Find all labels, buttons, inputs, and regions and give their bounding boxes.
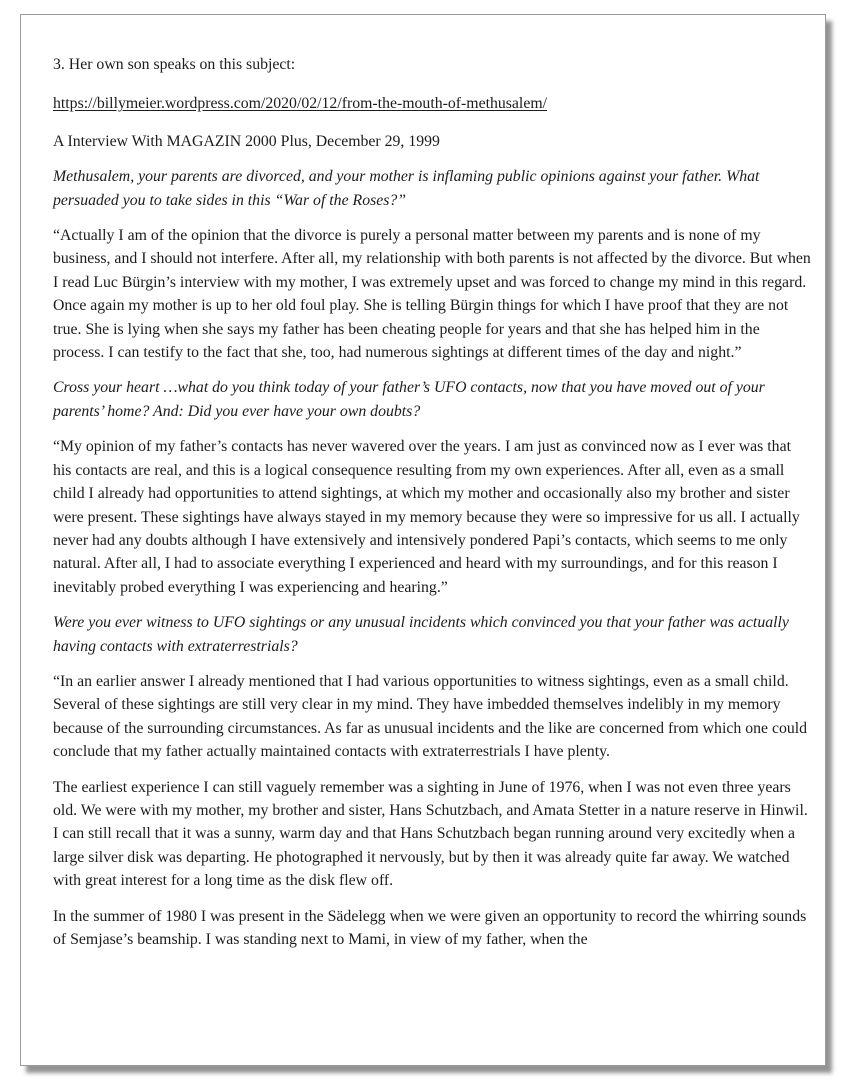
document-body [53,53,813,963]
document-page [20,14,826,1066]
paragraph-5: In the summer of 1980 I was present in the Sädelegg when we were given an opportunity to record the whirring sounds of Semjase’s beamship. I was standing next to Mami, in view of my father, when the [53,907,807,948]
answer-2: “My opinion of my father’s contacts has never wavered over the years. I am just as convinced now as I ever was that his contacts are real, and this is a logical consequence resulting from my own experiences. After all, even as a small child I already had opportunities to attend sightings, at which my mother and occasionally also my brother and sister were present. These sightings have always stayed in my memory because they were so impressive for us all. I actually never had any doubts although I have extensively and intensively pondered Papi’s contacts, which seems to me only natural. After all, I had to associate everything I experienced and heard with my surroundings, and for this reason I inevitably probed everything I was experiencing and hearing.” [53,438,800,596]
question-1: Methusalem, your parents are divorced, and your mother is inflaming public opinions against your father. What persuaded you to take sides in this “War of the Roses?” [53,168,760,209]
question-3: Were you ever witness to UFO sightings or any unusual incidents which convinced you that your father was actually having contacts with extraterrestrials? [53,614,789,655]
answer-3: “In an earlier answer I already mentioned that I had various opportunities to witness sightings, even as a small child. Several of these sightings are still very clear in my mind. They have imbedded themselves indelibly in my memory because of the surrounding circumstances. As far as unusual incidents and the like are concerned from which one could conclude that my father actually maintained contacts with extraterrestrials I have plenty. [53,672,808,761]
answer-1: “Actually I am of the opinion that the divorce is purely a personal matter between my parents and is none of my business, and I should not interfere. After all, my relationship with both parents is not affected by the divorce. But when I read Luc Bürgin’s interview with my mother, I was extremely upset and was forced to change my mind in this regard. Once again my mother is up to her old foul play. She is telling Bürgin things for which I have proof that they are not true. She is lying when she says my father has been cheating people for years and that she has helped him in the process. I can testify to the fact that she, too, had numerous sightings at different times of the day and night.” [53,227,811,362]
source-link[interactable]: https://billymeier.wordpress.com/2020/02/12/from-the-mouth-of-methusalem/ [53,95,548,113]
question-2: Cross your heart …what do you think today of your father’s UFO contacts, now that you have moved out of your parents’ home? And: Did you ever have your own doubts? [53,379,765,420]
interview-title: A Interview With MAGAZIN 2000 Plus, December 29, 1999 [53,132,440,150]
section-heading: 3. Her own son speaks on this subject: [53,56,296,73]
paragraph-4: The earliest experience I can still vaguely remember was a sighting in June of 1976, when I was not even three years old. We were with my mother, my brother and sister, Hans Schutzbach, and Amata Stetter in a nature reserve in Hinwil. I can still recall that it was a sunny, warm day and that Hans Schutzbach began running around very excitedly when a large silver disk was departing. He photographed it nervously, but by then it was already quite far away. We watched with great interest for a long time as the disk flew off. [53,778,808,890]
